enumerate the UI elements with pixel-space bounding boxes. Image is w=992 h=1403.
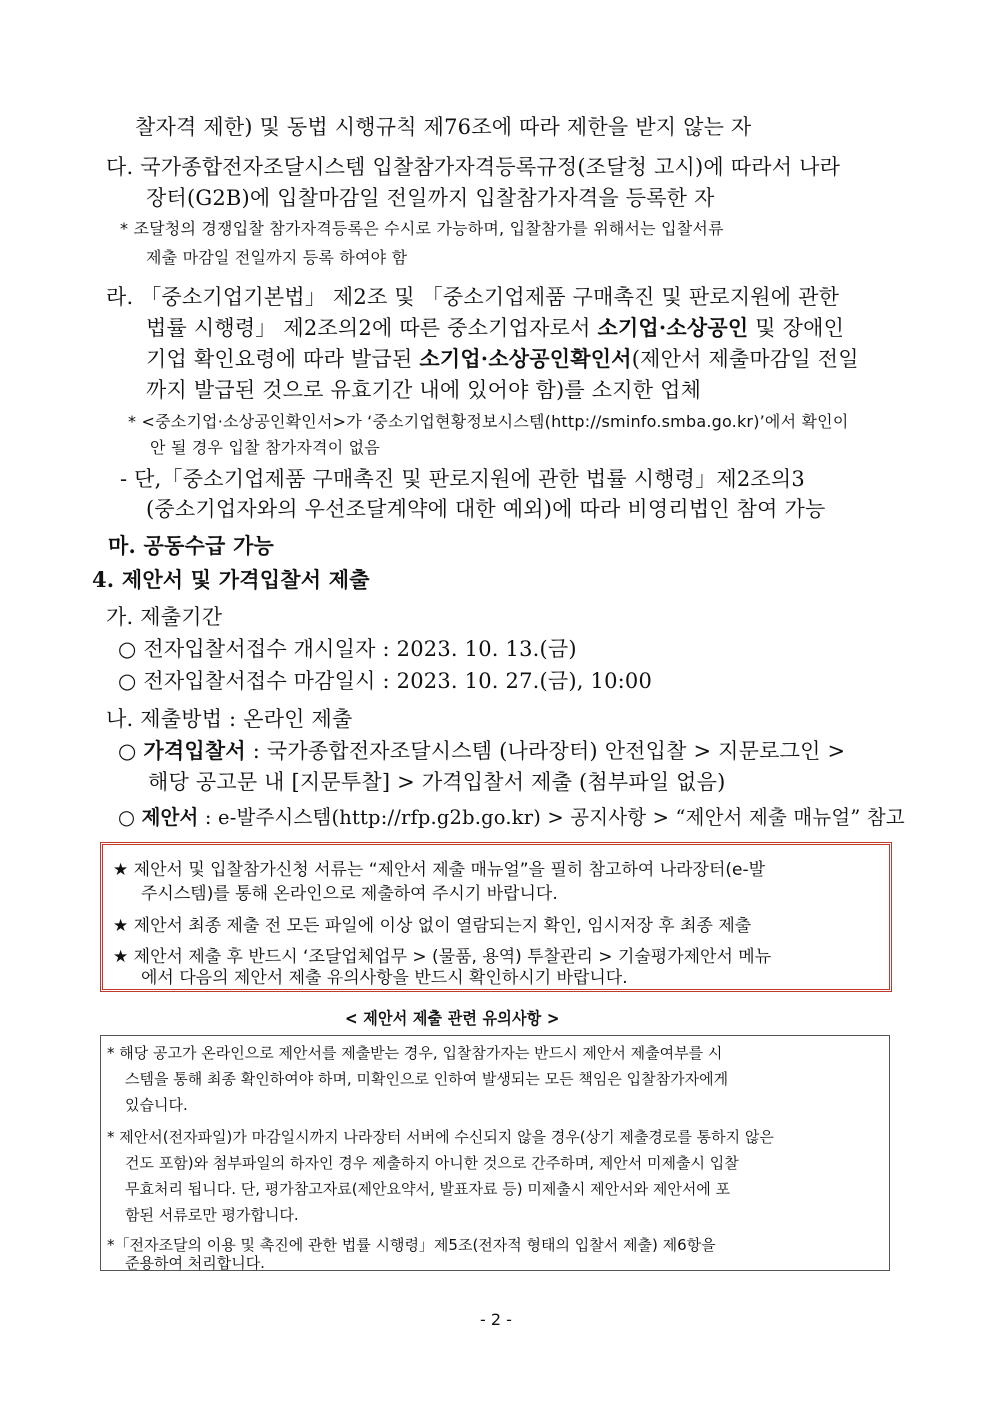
item-ma: 마. 공동수급 가능 [108, 533, 274, 558]
item-ga: 가. 제출기간 [106, 605, 223, 629]
bullet-line: ○ 전자입찰서접수 개시일자 : 2023. 10. 13.(금) [118, 637, 577, 661]
note-line: 제출 마감일 전일까지 등록 하여야 함 [146, 248, 408, 267]
precaution-line: 건도 포함)와 첨부파일의 하자인 경우 제출하지 아니한 것으로 간주하며, 제안서 미제출시 입찰 [125, 1154, 739, 1172]
item-da: 다. 국가종합전자조달시스템 입찰참가자격등록규정(조달청 고시)에 따라서 나라 [106, 155, 841, 179]
text-line: 까지 발급된 것으로 유효기간 내에 있어야 함)를 소지한 업체 [146, 378, 702, 402]
bullet-mark: ○ [118, 805, 142, 829]
precaution-line: 있습니다. [125, 1096, 188, 1114]
notice-line: ★ 제안서 및 입찰참가신청 서류는 “제안서 제출 매뉴얼”을 필히 참고하여 나라장터(e-발 [113, 860, 766, 880]
precaution-line: 준용하여 처리합니다. [125, 1254, 265, 1272]
text-line: 찰자격 제한) 및 동법 시행규칙 제76조에 따라 제한을 받지 않는 자 [135, 115, 752, 139]
bold-term: 소기업·소상공인확인서 [419, 346, 632, 371]
bold-term: 제안서 [141, 805, 199, 829]
item-ra: 라. 「중소기업기본법」 제2조 및 「중소기업제품 구매촉진 및 판로지원에 관한 [106, 285, 840, 309]
precaution-line: * 해당 공고가 온라인으로 제안서를 제출받는 경우, 입찰참가자는 반드시 제안서 제출여부를 시 [107, 1044, 723, 1062]
notice-line: ★ 제안서 제출 후 반드시 ‘조달업체업무 > (물품, 용역) 투찰관리 > 기술평가제안서 메뉴 [113, 947, 772, 967]
page-number: - 2 - [480, 1310, 512, 1329]
precaution-line: 함된 서류로만 평가합니다. [125, 1206, 299, 1224]
bold-term: 소기업·소상공인 [597, 315, 749, 340]
note-line: * 조달청의 경쟁입찰 참가자격등록은 수시로 가능하며, 입찰참가를 위해서는 입찰서류 [120, 219, 724, 238]
notice-title: < 제안서 제출 관련 유의사항 > [345, 1009, 560, 1028]
bullet-line [118, 736, 845, 766]
precaution-line: 무효처리 됩니다. 단, 평가참고자료(제안요약서, 발표자료 등) 미제출시 제안서와 제안서에 포 [125, 1180, 731, 1198]
notice-line: 에서 다음의 제안서 제출 유의사항을 반드시 확인하시기 바랍니다. [141, 968, 628, 988]
precautions-box [100, 1035, 890, 1271]
bullet-mark: ○ [118, 739, 144, 763]
text-line [146, 313, 844, 343]
precaution-line: *「전자조달의 이용 및 촉진에 관한 법률 시행령」제5조(전자적 형태의 입찰서 제출) 제6항을 [107, 1236, 716, 1254]
text-line: - 단,「중소기업제품 구매촉진 및 판로지원에 관한 법률 시행령」제2조의3 [120, 467, 805, 491]
text-run: 법률 시행령」 제2조의2에 따른 중소기업자로서 [146, 316, 598, 340]
bullet-line: ○ 전자입찰서접수 마감일시 : 2023. 10. 27.(금), 10:00 [118, 669, 653, 693]
text-line: (중소기업자와의 우선조달계약에 대한 예외)에 따라 비영리법인 참여 가능 [146, 497, 826, 521]
bold-term: 가격입찰서 [143, 738, 246, 763]
item-na: 나. 제출방법 : 온라인 제출 [106, 707, 353, 731]
bullet-line [118, 802, 905, 832]
text-line: 장터(G2B)에 입찰마감일 전일까지 입찰참가자격을 등록한 자 [146, 186, 715, 210]
text-run: : e-발주시스템(http://rfp.g2b.go.kr) > 공지사항 > “제안서 제출 매뉴얼” 참고 [198, 805, 905, 829]
text-line: 해당 공고문 내 [지문투찰] > 가격입찰서 제출 (첨부파일 없음) [148, 770, 726, 794]
note-line: 안 될 경우 입찰 참가자격이 없음 [150, 438, 380, 457]
text-run: (제안서 제출마감일 전일 [631, 347, 859, 371]
precaution-line: * 제안서(전자파일)가 마감일시까지 나라장터 서버에 수신되지 않을 경우(상기 제출경로를 통하지 않은 [107, 1128, 774, 1146]
text-run: 기업 확인요령에 따라 발급된 [146, 347, 420, 371]
important-notice-box [100, 842, 892, 992]
notice-line: 주시스템)를 통해 온라인으로 제출하여 주시기 바랍니다. [141, 884, 558, 904]
notice-line: ★ 제안서 최종 제출 전 모든 파일에 이상 없이 열람되는지 확인, 임시저장 후 최종 제출 [113, 916, 752, 936]
text-run: 및 장애인 [748, 316, 845, 340]
section-heading: 4. 제안서 및 가격입찰서 제출 [92, 567, 370, 592]
text-run: : 국가종합전자조달시스템 (나라장터) 안전입찰 > 지문로그인 > [245, 739, 846, 763]
note-line: * <중소기업·소상공인확인서>가 ‘중소기업현황정보시스템(http://sminfo.smba.go.kr)’에서 확인이 [128, 412, 849, 431]
precaution-line: 스템을 통해 최종 확인하여야 하며, 미확인으로 인하여 발생되는 모든 책임은 입찰참가자에게 [125, 1070, 729, 1088]
text-line [146, 344, 859, 374]
